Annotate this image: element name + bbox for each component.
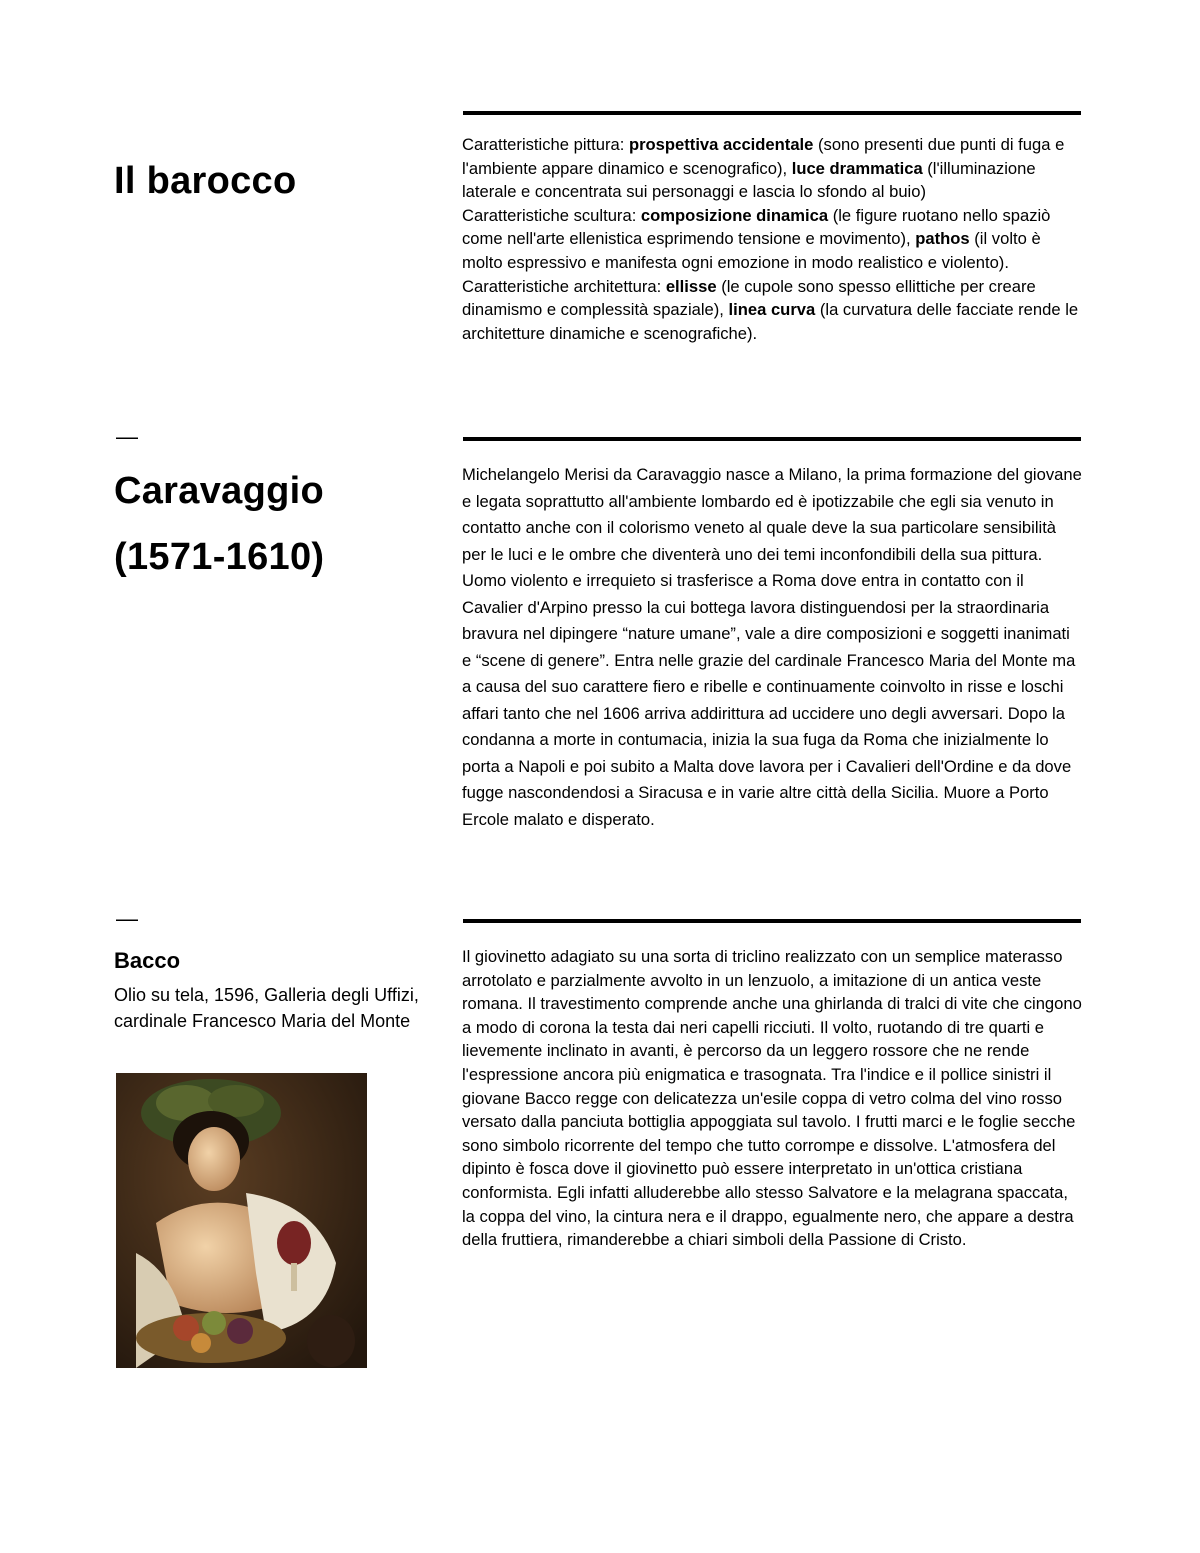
text-run: (l'illuminazione laterale e concentrata sui personaggi e lascia lo sfondo al buio) bbox=[462, 158, 1036, 202]
section-dash: — bbox=[116, 906, 138, 931]
bold-term: ellisse bbox=[665, 276, 717, 296]
bold-term: linea curva bbox=[728, 300, 816, 320]
bold-term: pathos bbox=[915, 229, 970, 249]
text-run: (le figure ruotano nello spaziò come nell'arte ellenistica esprimendo tensione e movimento), bbox=[462, 205, 1051, 249]
text-run: Caratteristiche architettura: bbox=[462, 276, 666, 296]
section-divider-rule bbox=[463, 437, 1081, 441]
painting-illustration bbox=[116, 1073, 367, 1368]
section-dash: — bbox=[116, 424, 138, 449]
title-dates: (1571-1610) bbox=[114, 536, 325, 578]
bold-term: luce drammatica bbox=[791, 158, 923, 178]
text-run: Caratteristiche pittura: bbox=[462, 135, 629, 154]
bacco-painting-image bbox=[116, 1073, 367, 1368]
section-divider-rule bbox=[463, 919, 1081, 923]
bold-term: composizione dinamica bbox=[640, 205, 829, 225]
text-run: Caratteristiche scultura: bbox=[462, 205, 641, 225]
text-run: (la curvatura delle facciate rende le architetture dinamiche e scenografiche). bbox=[462, 300, 1079, 343]
text-run: (il volto è molto espressivo e manifesta ogni emozione in modo realistico e violento). bbox=[462, 229, 1041, 272]
barocco-paragraph-architettura bbox=[462, 275, 1082, 346]
bold-term: prospettiva accidentale bbox=[628, 135, 814, 154]
barocco-paragraph-pittura bbox=[462, 133, 1082, 204]
barocco-body bbox=[462, 133, 1082, 345]
text-run: (le cupole sono spesso ellittiche per creare dinamismo e complessità spaziale), bbox=[462, 276, 1036, 320]
barocco-paragraph-scultura bbox=[462, 204, 1082, 275]
section-title-barocco: Il barocco bbox=[114, 160, 297, 202]
text-run: (sono presenti due punti di fuga e l'ambiente appare dinamico e scenografico), bbox=[462, 135, 1065, 178]
section-title-caravaggio bbox=[114, 458, 434, 590]
artwork-title: Bacco bbox=[114, 948, 181, 973]
bacco-body: Il giovinetto adagiato su una sorta di triclino realizzato con un semplice materasso arrotolato e parzialmente avvolto in un lenzuolo, a imitazione di un antica veste romana. Il travestimento comprende anche una ghirlanda di tralci di vite che cingono a modo di corona la testa dai neri capelli ricciuti. Il volto, ruotando di tre quarti e lievemente inclinato in avanti, è percorso da un leggero rossore che ne rende l'espressione ancora più enigmatica e trasognata. Tra l'indice e il pollice sinistri il giovane Bacco regge con delicatezza un'esile coppa di vetro colma del vino rosso versato dalla panciuta bottiglia appoggiata sul tavolo. I frutti marci e le foglie secche sono simbolo ricorrente del tempo che tutto corrompe e dissolve. L'atmosfera del dipinto è fosca dove il giovinetto può essere interpretato in un'ottica cristiana conformista. Egli infatti alluderebbe allo stesso Salvatore e la melagrana spaccata, la coppa del vino, la cintura nera e il drappo, egualmente nero, che appare a destra della fruttiera, rimanderebbe a chiari simboli della Passione di Cristo. bbox=[462, 947, 1082, 1250]
title-name: Caravaggio bbox=[114, 470, 324, 512]
section-divider-rule bbox=[463, 111, 1081, 115]
artwork-caption: Olio su tela, 1596, Galleria degli Uffizi, cardinale Francesco Maria del Monte bbox=[114, 985, 419, 1031]
caravaggio-body: Michelangelo Merisi da Caravaggio nasce a Milano, la prima formazione del giovane e legata soprattutto all'ambiente lombardo ed è ipotizzabile che egli sia venuto in contatto anche con il colorismo veneto al quale deve la sua particolare sensibilità per le luci e le ombre che diventerà uno dei temi inconfondibili della sua pittura. Uomo violento e irrequieto si trasferisce a Roma dove entra in contatto con il Cavalier d'Arpino presso la cui bottega lavora distinguendosi per la straordinaria bravura nel dipingere “nature umane”, vale a dire composizioni e soggetti inanimati e “scene di genere”. Entra nelle grazie del cardinale Francesco Maria del Monte ma a causa del suo carattere fiero e ribelle e continuamente coinvolto in risse e loschi affari tanto che nel 1606 arriva addirittura ad uccidere uno degli avversari. Dopo la condanna a morte in contumacia, inizia la sua fuga da Roma che inizialmente lo porta a Napoli e poi subito a Malta dove lavora per i Cavalieri dell'Ordine e da dove fugge nascondendosi a Siracusa e in varie altre città della Sicilia. Muore a Porto Ercole malato e disperato. bbox=[462, 465, 1082, 829]
